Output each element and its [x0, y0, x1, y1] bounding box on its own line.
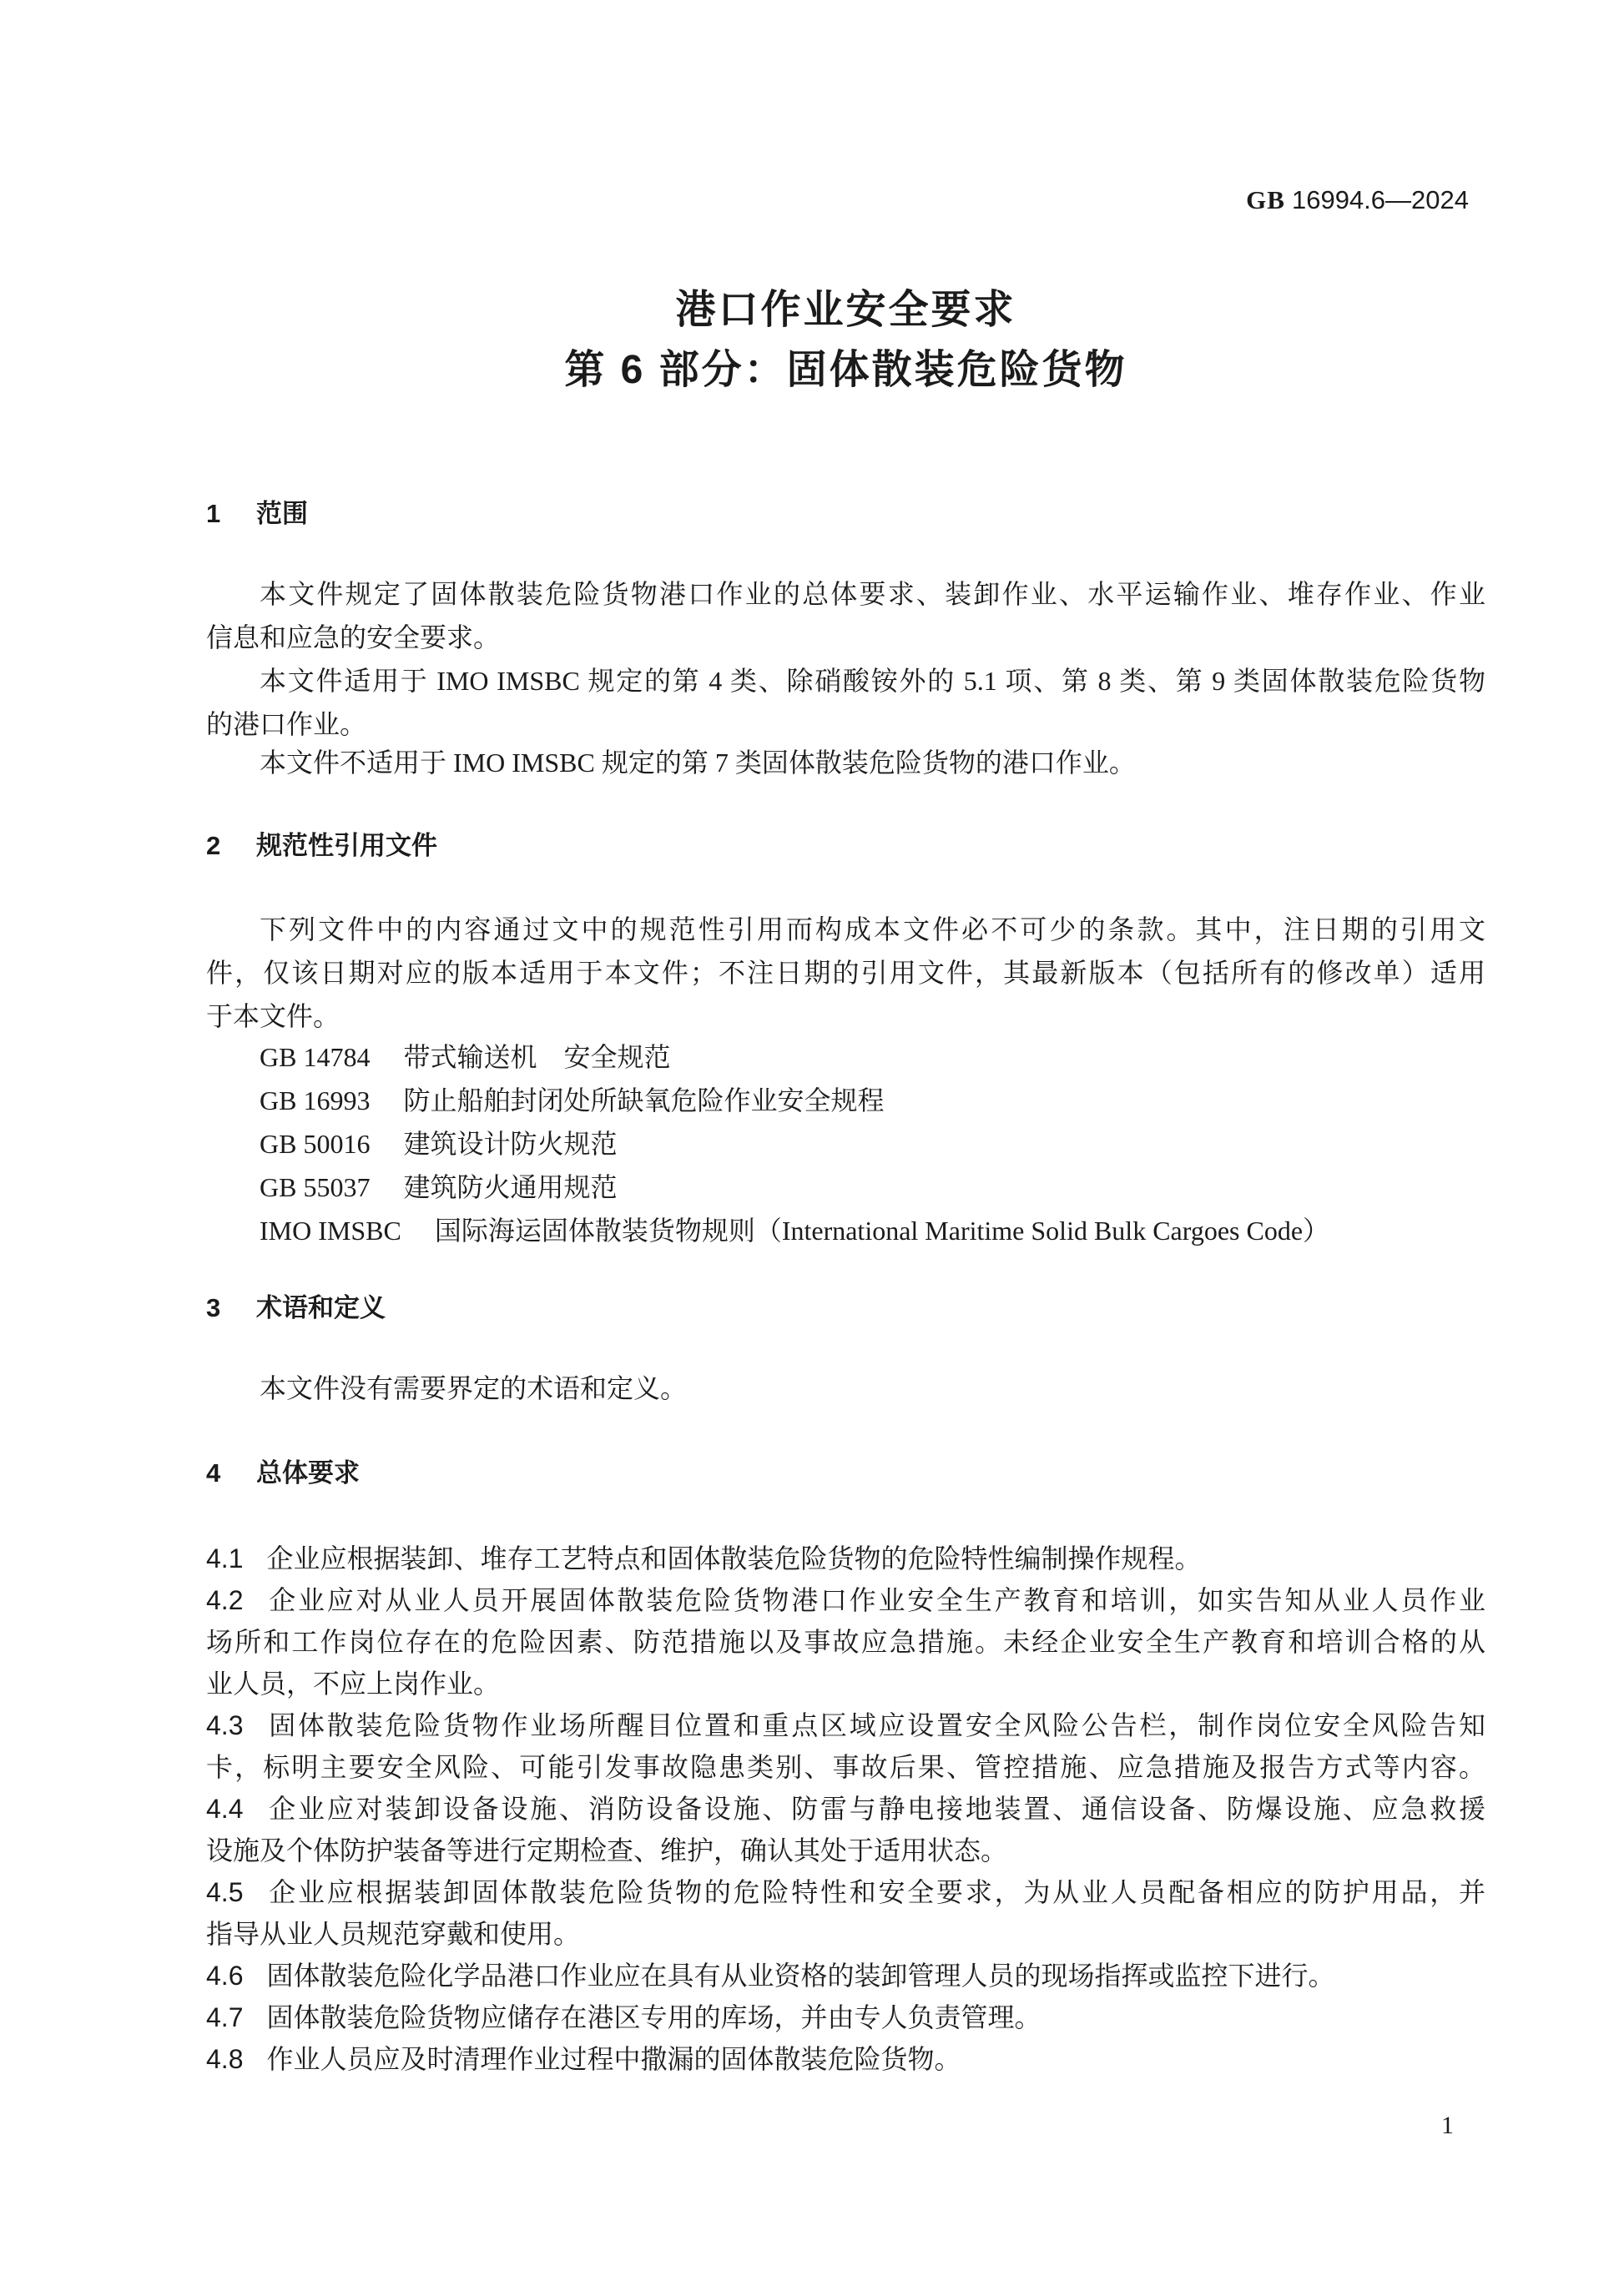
page-content: [206, 0, 1485, 2296]
clause-text: 企业应根据装卸、堆存工艺特点和固体散装危险货物的危险特性编制操作规程。: [266, 1543, 1202, 1573]
clause-text: 固体散装危险化学品港口作业应在具有从业资格的装卸管理人员的现场指挥或监控下进行。: [266, 1961, 1335, 1991]
references-intro-paragraph: [206, 908, 1485, 1038]
clause-4-3-line: [206, 1704, 1485, 1746]
reference-code: GB 55037: [260, 1172, 371, 1202]
scope-paragraph-3: [206, 741, 1485, 784]
paragraph-line: 信息和应急的安全要求。: [206, 622, 501, 652]
clause-4-1-line: [206, 1538, 1485, 1579]
paragraph-line: 本文件规定了固体散装危险货物港口作业的总体要求、装卸作业、水平运输作业、堆存作业、作业: [260, 579, 1485, 609]
terms-paragraph: [206, 1367, 1485, 1410]
section-1-number: 1: [206, 499, 221, 528]
section-4-title: 总体要求: [256, 1458, 360, 1488]
clause-text: 作业人员应及时清理作业过程中撒漏的固体散装危险货物。: [266, 2044, 961, 2074]
document-title-line1: 港口作业安全要求: [675, 288, 1016, 332]
paragraph-line: 本文件不适用于 IMO IMSBC 规定的第 7 类固体散装危险货物的港口作业。: [260, 748, 1136, 778]
clause-text: 企业应根据装卸固体散装危险货物的危险特性和安全要求，为从业人员配备相应的防护用品，并: [266, 1877, 1485, 1907]
clause-text: 固体散装危险货物作业场所醒目位置和重点区域应设置安全风险公告栏，制作岗位安全风险告知: [266, 1710, 1485, 1740]
section-3-heading: [206, 1290, 1485, 1327]
clause-number: 4.2: [206, 1585, 244, 1615]
clause-number: 4.8: [206, 2044, 244, 2074]
reference-code: GB 16993: [260, 1085, 371, 1115]
clause-number: 4.6: [206, 1961, 244, 1991]
general-requirements-clauses: [206, 1538, 1485, 2080]
paragraph-line: 下列文件中的内容通过文中的规范性引用而构成本文件必不可少的条款。其中，注日期的引用文: [260, 914, 1485, 944]
clause-4-2-line: 业人员，不应上岗作业。: [206, 1669, 501, 1699]
clause-4-3-line: 卡，标明主要安全风险、可能引发事故隐患类别、事故后果、管控措施、应急措施及报告方式等内容。: [206, 1752, 1485, 1782]
clause-4-6-line: [206, 1955, 1485, 1996]
reference-item: [206, 1122, 1485, 1166]
reference-item: [206, 1209, 1485, 1252]
clause-text: 企业应对从业人员开展固体散装危险货物港口作业安全生产教育和培训，如实告知从业人员作业: [266, 1585, 1485, 1615]
scope-paragraph-1: [206, 572, 1485, 659]
paragraph-line: 的港口作业。: [206, 709, 367, 739]
section-2-heading: [206, 828, 1485, 864]
reference-title: 建筑设计防火规范: [403, 1129, 618, 1159]
section-1-title: 范围: [256, 499, 308, 528]
standard-code-prefix: GB: [1246, 185, 1285, 214]
reference-title: 国际海运固体散装货物规则（International Maritime Solid Bulk Cargoes Code）: [434, 1216, 1330, 1246]
reference-item: [206, 1035, 1485, 1079]
clause-number: 4.1: [206, 1543, 244, 1573]
scope-paragraph-2: [206, 659, 1485, 746]
section-2-number: 2: [206, 831, 221, 860]
reference-title: 建筑防火通用规范: [403, 1172, 618, 1202]
clause-4-8-line: [206, 2038, 1485, 2080]
section-1-heading: [206, 496, 1485, 532]
clause-number: 4.3: [206, 1710, 244, 1740]
document-title-line2: 第 6 部分：固体散装危险货物: [564, 348, 1127, 392]
section-2-title: 规范性引用文件: [256, 831, 437, 860]
paragraph-line: 件，仅该日期对应的版本适用于本文件；不注日期的引用文件，其最新版本（包括所有的修改单）适用: [206, 958, 1485, 988]
clause-number: 4.5: [206, 1877, 244, 1907]
section-3-number: 3: [206, 1293, 221, 1322]
reference-list: [206, 1035, 1485, 1252]
paragraph-line: 本文件适用于 IMO IMSBC 规定的第 4 类、除硝酸铵外的 5.1 项、第 8 类、第 9 类固体散装危险货物: [260, 666, 1485, 696]
reference-item: [206, 1079, 1485, 1122]
paragraph-line: 于本文件。: [206, 1001, 340, 1031]
clause-number: 4.7: [206, 2002, 244, 2032]
clause-text: 企业应对装卸设备设施、消防设备设施、防雷与静电接地装置、通信设备、防爆设施、应急救援: [266, 1794, 1485, 1824]
paragraph-line: 本文件没有需要界定的术语和定义。: [260, 1373, 688, 1403]
section-4-heading: [206, 1455, 1485, 1492]
reference-title: 带式输送机 安全规范: [403, 1042, 671, 1072]
section-4-number: 4: [206, 1458, 221, 1488]
clause-text: 固体散装危险货物应储存在港区专用的库场，并由专人负责管理。: [266, 2002, 1041, 2032]
clause-4-4-line: [206, 1788, 1485, 1830]
reference-code: GB 50016: [260, 1129, 371, 1159]
reference-code: GB 14784: [260, 1042, 371, 1072]
section-3-title: 术语和定义: [256, 1293, 386, 1322]
clause-4-5-line: [206, 1871, 1485, 1913]
reference-item: [206, 1166, 1485, 1209]
clause-number: 4.4: [206, 1794, 244, 1824]
clause-4-2-line: 场所和工作岗位存在的危险因素、防范措施以及事故应急措施。未经企业安全生产教育和培训合格的从: [206, 1627, 1485, 1657]
clause-4-4-line: 设施及个体防护装备等进行定期检查、维护，确认其处于适用状态。: [206, 1835, 1008, 1866]
standard-code-number: 16994.6—2024: [1291, 185, 1469, 214]
clause-4-7-line: [206, 1996, 1485, 2038]
clause-4-5-line: 指导从业人员规范穿戴和使用。: [206, 1919, 581, 1949]
reference-title: 防止船舶封闭处所缺氧危险作业安全规程: [403, 1085, 885, 1115]
document-title: [206, 280, 1485, 400]
clause-4-2-line: [206, 1579, 1485, 1621]
page-number: 1: [1441, 2112, 1454, 2139]
reference-code: IMO IMSBC: [260, 1216, 401, 1246]
